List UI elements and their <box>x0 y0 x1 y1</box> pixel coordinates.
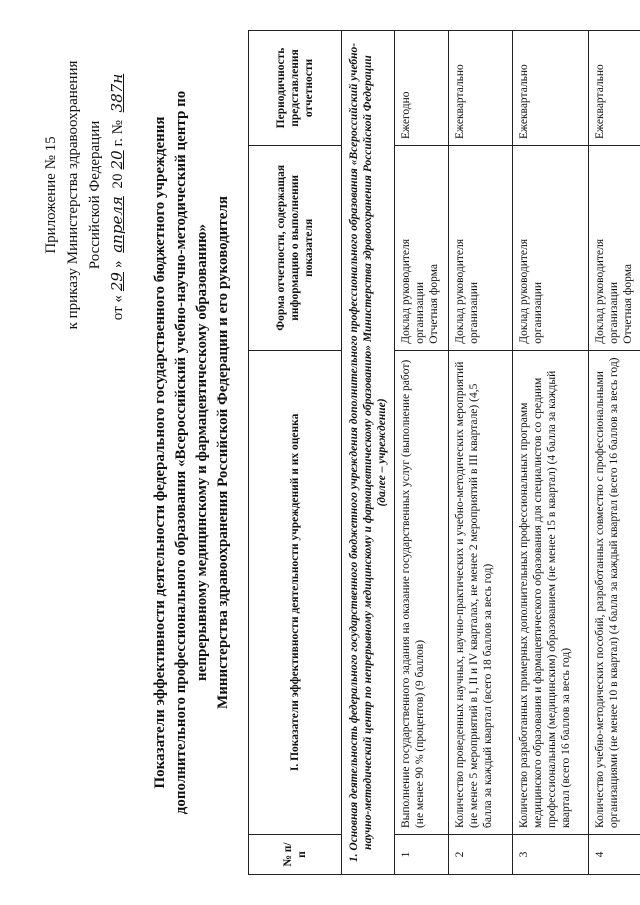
row-indicator: Количество учебно-методических пособий, разработанных совместно с профессиональными организациями (не менее 10 в квартал) (4 балла за каждый квартал (всего 16 баллов за весь год) <box>589 350 640 834</box>
handwritten-month: апреля <box>108 196 126 253</box>
form-line: Отчетная форма <box>622 263 634 344</box>
form-line: Доклад руководителя <box>594 238 606 344</box>
row-indicator: Количество проведенных научных, научно-практических и учебно-методических мероприятий (не менее 5 мероприятий в I, II и IV кварталах, не менее 2 мероприятий в III квартале) (4,5 балла за каждый квартал (всего 18 баллов за весь год) <box>449 350 513 834</box>
header-indicator: I. Показатели эффективности деятельности учреждений и их оценка <box>249 350 342 834</box>
form-line: организации <box>414 281 426 344</box>
row-form <box>449 145 513 350</box>
year-prefix: 20 <box>110 173 126 193</box>
form-line: Доклад руководителя <box>454 238 466 344</box>
section-title: 1. Основная деятельность федерального государственного бюджетного учреждения дополнительного профессионального образования «Всероссийский учебно-научно-методический центр по непрерывному медицинскому и фармацевтическому образованию» Министерства здравоохранения Российской Федерации (далее – учреждение) <box>342 31 395 875</box>
row-period: Ежегодно <box>395 31 449 146</box>
form-line: Отчетная форма <box>428 263 440 344</box>
order-no-label: г. № <box>110 116 126 147</box>
handwritten-order-no: 387н <box>108 73 126 113</box>
table-row <box>449 31 513 875</box>
row-num: 4 <box>589 835 640 875</box>
indicators-table <box>248 30 640 875</box>
header-num: № п/п <box>249 835 342 875</box>
date-prefix: от « <box>110 295 126 321</box>
table-row <box>513 31 589 875</box>
form-line: организации <box>468 281 480 344</box>
row-indicator: Выполнение государственного задания на оказание государственных услуг (выполнение работ) (не менее 90 % (процентов) (9 баллов) <box>395 350 449 834</box>
date-mid: » <box>110 256 126 269</box>
appendix-block <box>40 25 129 365</box>
appendix-number: Приложение № 15 <box>43 136 59 254</box>
title-line: Показатели эффективности деятельности федерального государственного бюджетного учреждения <box>152 116 168 789</box>
handwritten-day: 29 <box>108 272 126 292</box>
document-title <box>150 85 234 820</box>
form-line: Доклад руководителя <box>400 238 412 344</box>
row-num: 2 <box>449 835 513 875</box>
title-line: Министерства здравоохранения Российской Федерации и его руководителя <box>215 196 231 709</box>
form-line: организации <box>608 281 620 344</box>
form-line: Доклад руководителя <box>518 238 530 344</box>
table-header-row <box>249 31 342 875</box>
row-indicator: Количество разработанных примерных дополнительных профессиональных программ медицинского образования и фармацевтического образования для специалистов со средним профессиональным (медицинским) образованием (не менее 15 в квартал) (4 балла за каждый квартал (всего 16 баллов за весь год) <box>513 350 589 834</box>
appendix-to-order: к приказу Министерства здравоохранения <box>65 60 81 330</box>
header-period: Периодичность представления отчетности <box>249 31 342 146</box>
row-num: 1 <box>395 835 449 875</box>
title-line: непрерывному медицинскому и фармацевтическому образованию» <box>194 224 210 681</box>
row-form <box>589 145 640 350</box>
row-form <box>513 145 589 350</box>
appendix-date-line <box>106 25 129 365</box>
table-row <box>589 31 640 875</box>
title-line: дополнительного профессионального образования «Всероссийский учебно-научно-методический центр по <box>173 90 189 815</box>
table-row <box>395 31 449 875</box>
row-form <box>395 145 449 350</box>
handwritten-year: 20 <box>108 150 126 170</box>
section-row <box>342 31 395 875</box>
form-line: организации <box>532 281 544 344</box>
row-period: Ежеквартально <box>513 31 589 146</box>
appendix-federation: Российской Федерации <box>87 120 103 270</box>
row-period: Ежеквартально <box>449 31 513 146</box>
row-period: Ежеквартально <box>589 31 640 146</box>
header-form: Форма отчетности, содержащая информацию о выполнении показателя <box>249 145 342 350</box>
row-num: 3 <box>513 835 589 875</box>
